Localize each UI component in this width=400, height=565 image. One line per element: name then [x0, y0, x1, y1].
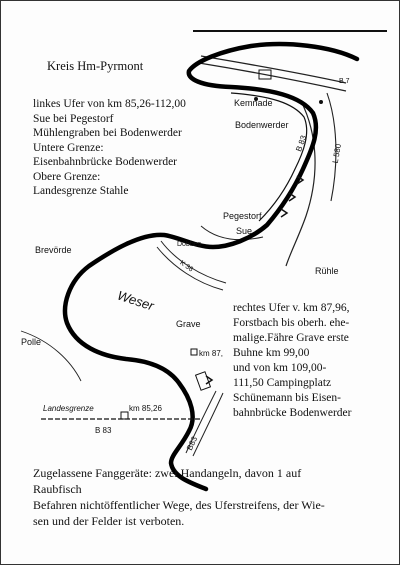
km-85-marker: [121, 412, 128, 419]
label-road-k36: K 36: [178, 259, 195, 274]
left-bank-line: Eisenbahnbrücke Bodenwerder: [33, 156, 178, 168]
right-bank-line: rechtes Ufer v. km 87,96,: [233, 302, 350, 314]
bank-arrow-3: [281, 209, 287, 217]
label-road-b83-bottom: B83: [185, 435, 200, 452]
map-title: Kreis Hm-Pyrmont: [47, 59, 144, 73]
right-bank-line: malige.Fähre Grave erste: [233, 332, 349, 344]
road-east: [286, 101, 315, 266]
label-sue: Sue: [236, 226, 253, 236]
label-stream: Döbbes: [177, 241, 202, 248]
right-bank-line: 111,50 Campingplatz: [233, 377, 332, 389]
label-bodenwerder: Bodenwerder: [235, 120, 289, 130]
label-pegestorf: Pegestorf: [223, 211, 262, 221]
footer-line: Befahren nichtöffentlicher Wege, des Uferstreifens, der Wie-: [33, 498, 325, 512]
bodenwerder-point: [319, 100, 323, 104]
label-grave: Grave: [176, 319, 201, 329]
weser-bank: [231, 93, 307, 221]
left-bank-line: Mühlengraben bei Bodenwerder: [33, 127, 182, 139]
label-km-85: km 85,26: [129, 404, 162, 413]
right-bank-line: bahnbrücke Bodenwerder: [233, 407, 352, 419]
label-road-l580: L 580: [330, 143, 344, 164]
label-km-87: km 87,: [199, 349, 224, 358]
right-bank-line: Buhne km 99,00: [233, 347, 310, 359]
label-polle: Polle: [21, 337, 42, 347]
label-road-b7: B 7: [339, 78, 350, 85]
label-road-b83-left: B 83: [95, 426, 112, 435]
km-87-marker: [191, 349, 197, 355]
footer-line: Zugelassene Fanggeräte: zwei Handangeln, davon 1 auf: [33, 466, 302, 480]
left-bank-line: Landesgrenze Stahle: [33, 185, 129, 197]
footer-line: sen und der Felder ist verboten.: [33, 514, 185, 528]
footer-line: Raubfisch: [33, 482, 82, 496]
right-bank-line: und von km 109,00-: [233, 362, 327, 374]
left-bank-line: Untere Grenze:: [33, 141, 104, 154]
bank-arrow-4: [206, 376, 212, 384]
right-bank-line: Forstbach bis oberh. ehe-: [233, 317, 350, 329]
footer-notes: [33, 465, 325, 529]
road-south-b: [193, 393, 223, 456]
label-weser: Weser: [115, 287, 156, 314]
left-bank-line: Sue bei Pegestorf: [33, 112, 114, 125]
label-landesgrenze: Landesgrenze: [43, 404, 94, 413]
left-bank-line: Obere Grenze:: [33, 170, 101, 183]
grave-marker: [196, 372, 211, 390]
left-bank-description: [33, 97, 186, 199]
right-bank-line: Schünemann bis Eisen-: [233, 392, 341, 404]
label-road-b83-top: B 83: [294, 134, 309, 153]
right-bank-description: [233, 301, 351, 421]
left-bank-line: linkes Ufer von km 85,26-112,00: [33, 98, 186, 110]
road-b83: [201, 56, 346, 83]
label-ruehle: Rühle: [315, 266, 339, 276]
label-brevoerde: Brevörde: [35, 245, 72, 255]
label-kemnade: Kemnade: [234, 98, 273, 108]
